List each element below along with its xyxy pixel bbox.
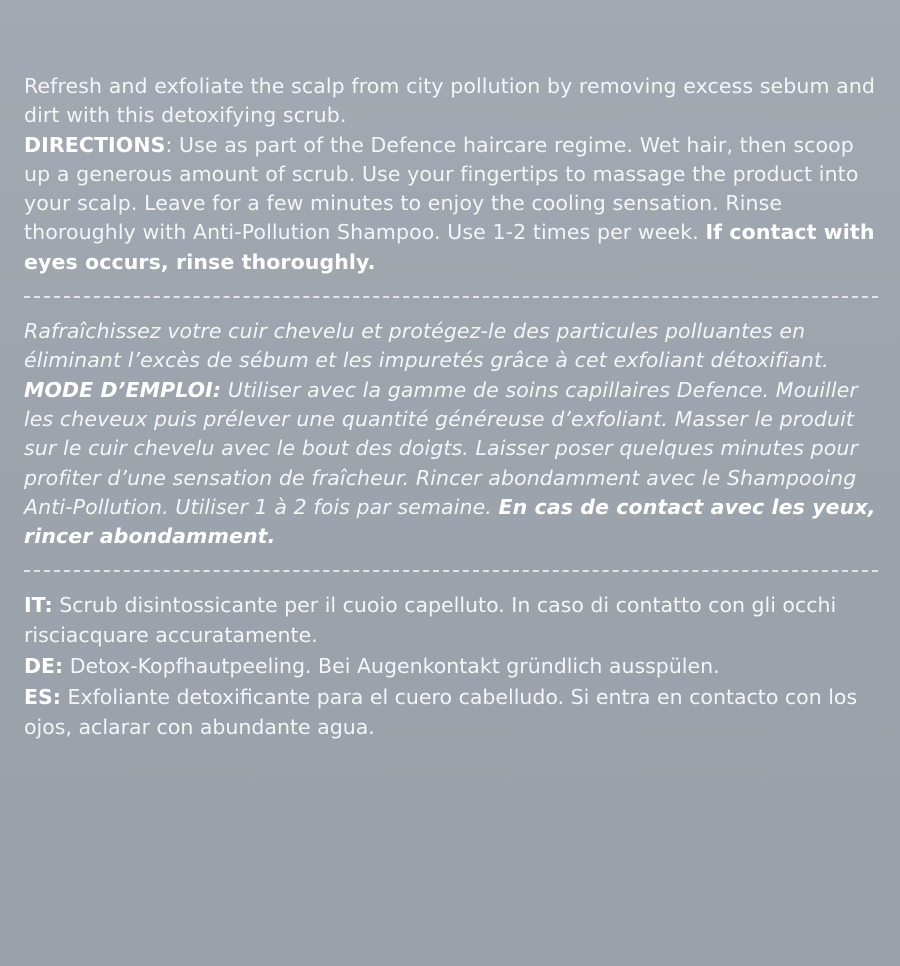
english-directions-heading: DIRECTIONS xyxy=(24,132,166,157)
french-directions-text: Utiliser avec la gamme de soins capillaires Defence. Mouiller les cheveux puis prélever une quantité généreuse d’exfoliant. Masser le produit sur le cuir chevelu avec le bout des doigts. Laisser poser quelques minutes pour profiter d’une sensation de fraîcheur. Rincer abondamment avec le Shampooing Anti-Pollution. Utiliser 1 à 2 fois par semaine. xyxy=(24,377,859,519)
french-warning: En cas de contact avec les yeux, rincer abondamment. xyxy=(24,494,876,549)
translation-text: Scrub disintossicante per il cuoio capelluto. In caso di contatto con gli occhi risciacquare accuratamente. xyxy=(24,593,837,647)
translation-text: Exfoliante detoxificante para el cuero cabelludo. Si entra en contacto con los ojos, aclarar con abundante agua. xyxy=(24,685,858,739)
language-code: IT: xyxy=(24,593,53,618)
dashed-divider xyxy=(24,570,878,572)
french-intro: Rafraîchissez votre cuir chevelu et protégez-le des particules polluantes en éliminant l’excès de sébum et les impuretés grâce à cet exfoliant détoxifiant. xyxy=(24,319,829,373)
language-code: ES: xyxy=(24,685,61,710)
language-code: DE: xyxy=(24,654,64,679)
english-instructions xyxy=(24,72,878,277)
english-warning: If contact with eyes occurs, rinse thoroughly. xyxy=(24,220,875,274)
english-intro: Refresh and exfoliate the scalp from city pollution by removing excess sebum and dirt with this detoxifying scrub. xyxy=(24,74,876,128)
english-directions-text: : Use as part of the Defence haircare regime. Wet hair, then scoop up a generous amount of scrub. Use your fingertips to massage the product into your scalp. Leave for a few minutes to enjoy the cooling sensation. Rinse thoroughly with Anti-Pollution Shampoo. Use 1-2 times per week. xyxy=(24,132,859,245)
dashed-divider xyxy=(24,296,878,298)
translation-italian xyxy=(24,591,878,650)
translation-spanish xyxy=(24,683,878,742)
french-instructions xyxy=(24,317,878,551)
translation-text: Detox-Kopfhautpeeling. Bei Augenkontakt gründlich ausspülen. xyxy=(63,654,720,679)
french-directions-heading: MODE D’EMPLOI: xyxy=(24,377,222,402)
label-panel xyxy=(24,72,878,744)
translation-german xyxy=(24,652,878,681)
translations-list xyxy=(24,591,878,741)
